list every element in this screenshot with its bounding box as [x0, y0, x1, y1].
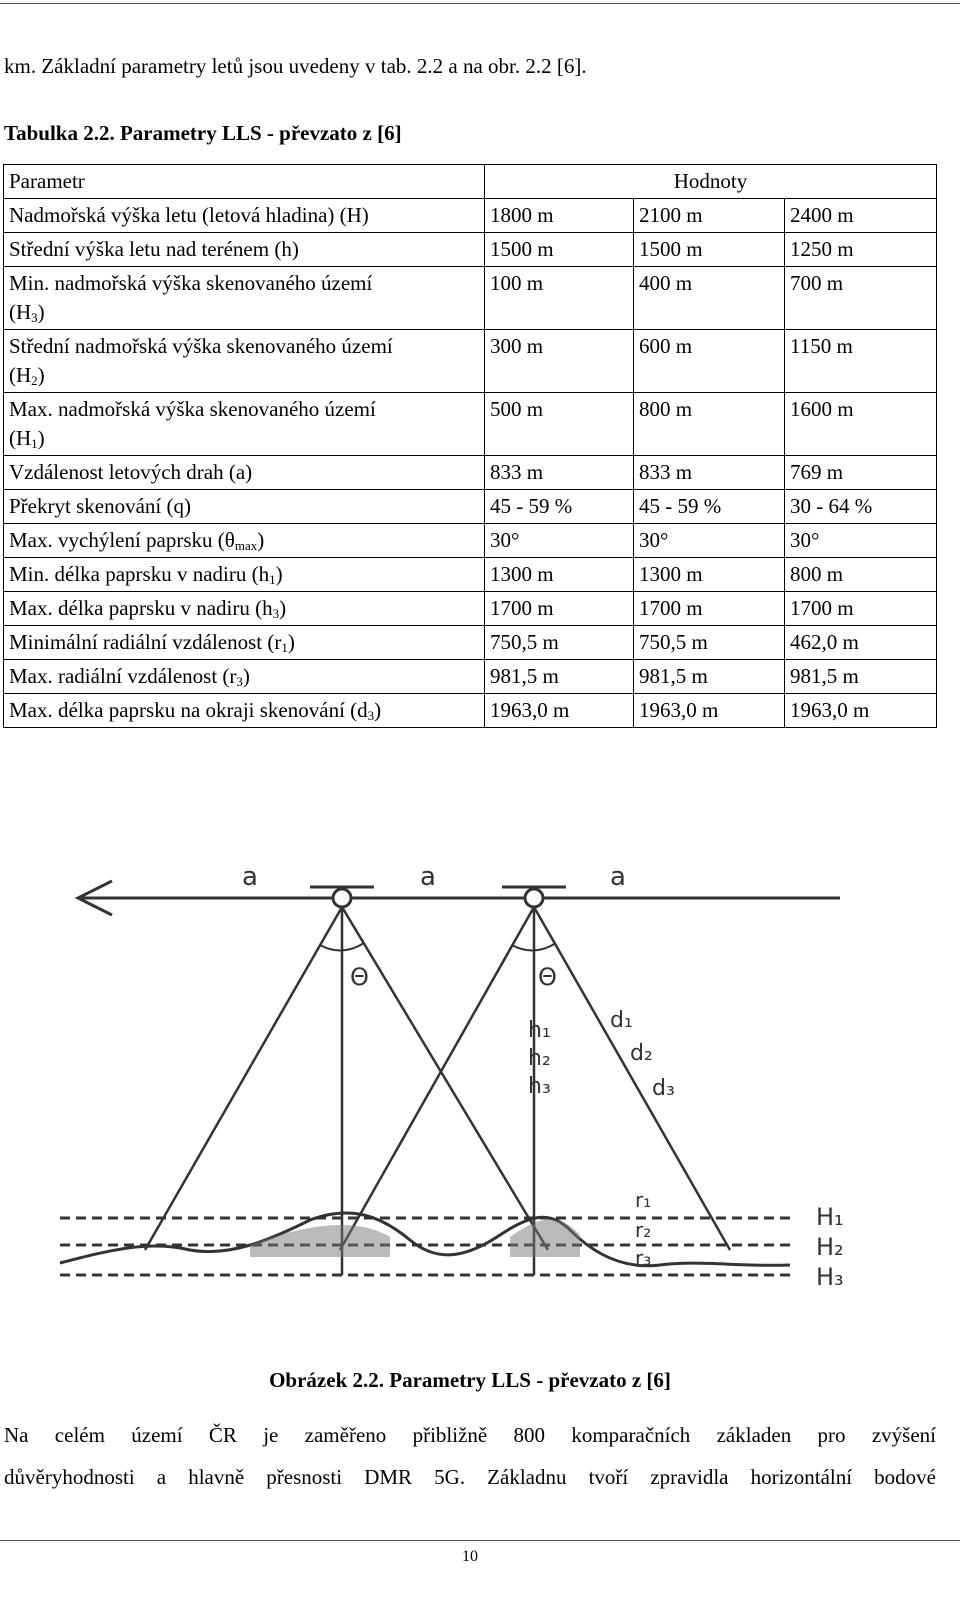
label-r2: r₂: [635, 1218, 652, 1242]
row-label-part: Minimální radiální vzdálenost (r: [9, 630, 282, 654]
row-label-part: ): [279, 596, 287, 620]
cell: 100 m: [485, 267, 634, 330]
header-param: Parametr: [4, 165, 485, 199]
row-label: Překryt skenování (q): [4, 490, 485, 524]
subscript: 2: [31, 373, 38, 388]
subscript: 3: [367, 708, 375, 723]
table-row: [4, 592, 937, 626]
cell: 1150 m: [785, 330, 937, 393]
row-label-part: (H: [9, 426, 32, 450]
row-label: [4, 660, 485, 694]
table-row: [4, 393, 937, 456]
row-label-part: Max. vychýlení paprsku (θ: [9, 528, 235, 552]
body-paragraph: [4, 1414, 936, 1498]
cell: 800 m: [634, 393, 785, 456]
row-label-line: [9, 424, 479, 453]
row-label-part: ): [257, 528, 265, 552]
label-theta: Θ: [538, 963, 557, 991]
cell: 1700 m: [634, 592, 785, 626]
label-H1: H₁: [816, 1203, 844, 1231]
table-header-row: [4, 165, 937, 199]
cell: 1500 m: [485, 233, 634, 267]
table-row: [4, 626, 937, 660]
cell: 1300 m: [485, 558, 634, 592]
row-label: [4, 524, 485, 558]
scan-ray: [534, 907, 730, 1250]
row-label: [4, 393, 485, 456]
row-label: [4, 694, 485, 728]
row-label-part: ): [37, 300, 45, 324]
cell: 462,0 m: [785, 626, 937, 660]
cell: 700 m: [785, 267, 937, 330]
cell: 400 m: [634, 267, 785, 330]
table-row: [4, 660, 937, 694]
lls-scan-diagram: [50, 845, 870, 1315]
table-row: [4, 267, 937, 330]
parameters-table: [3, 164, 937, 728]
row-label-line: [9, 361, 479, 390]
cell: 45 - 59 %: [634, 490, 785, 524]
header-values: Hodnoty: [485, 165, 937, 199]
page-number: 10: [462, 1548, 478, 1565]
row-label: [4, 330, 485, 393]
subscript: 3: [272, 606, 280, 621]
table-row: [4, 456, 937, 490]
cell: 1963,0 m: [785, 694, 937, 728]
cell: 2100 m: [634, 199, 785, 233]
cell: 981,5 m: [485, 660, 634, 694]
table-row: [4, 233, 937, 267]
table-row: [4, 490, 937, 524]
table-row: [4, 558, 937, 592]
terrain-hatching: [510, 1219, 580, 1257]
subscript: 3: [236, 674, 243, 689]
row-label-line: [9, 298, 479, 327]
cell: 2400 m: [785, 199, 937, 233]
label-H2: H₂: [816, 1233, 844, 1261]
figure-caption: Obrázek 2.2. Parametry LLS - převzato z [6]: [269, 1368, 671, 1392]
scan-ray: [145, 907, 342, 1250]
label-h2: h₂: [528, 1046, 551, 1071]
cell: 1500 m: [634, 233, 785, 267]
cell: 981,5 m: [634, 660, 785, 694]
cell: 30°: [485, 524, 634, 558]
row-label-part: (H: [9, 363, 32, 387]
cell: 45 - 59 %: [485, 490, 634, 524]
subscript: 1: [281, 640, 288, 655]
row-label-line: Střední nadmořská výška skenovaného území: [9, 334, 393, 358]
cell: 500 m: [485, 393, 634, 456]
label-d2: d₂: [630, 1041, 653, 1066]
subscript: 1: [31, 436, 38, 451]
cell: 1250 m: [785, 233, 937, 267]
label-h1: h₁: [528, 1018, 551, 1043]
terrain-hatching: [250, 1225, 390, 1257]
cell: 750,5 m: [485, 626, 634, 660]
table-row: [4, 694, 937, 728]
intro-text: km. Základní parametry letů jsou uvedeny v tab. 2.2 a na obr. 2.2 [6].: [4, 54, 587, 78]
body-line: důvěryhodnosti a hlavně přesnosti DMR 5G. Základnu tvoří zpravidla horizontální bodové: [4, 1465, 936, 1489]
label-a: a: [610, 862, 626, 892]
label-d3: d₃: [652, 1076, 675, 1101]
cell: 30°: [634, 524, 785, 558]
cell: 800 m: [785, 558, 937, 592]
cell: 833 m: [634, 456, 785, 490]
row-label-part: ): [374, 698, 382, 722]
cell: 1700 m: [485, 592, 634, 626]
label-h3: h₃: [528, 1074, 551, 1099]
row-label: Střední výška letu nad terénem (h): [4, 233, 485, 267]
terrain-profile: [60, 1213, 790, 1266]
table-row: [4, 524, 937, 558]
cell: 1963,0 m: [485, 694, 634, 728]
row-label-part: (H: [9, 300, 32, 324]
cell: 600 m: [634, 330, 785, 393]
label-H3: H₃: [816, 1263, 844, 1291]
subscript: max: [234, 538, 258, 553]
row-label-part: ): [37, 426, 45, 450]
cell: 1800 m: [485, 199, 634, 233]
row-label-part: ): [37, 363, 45, 387]
row-label-part: Min. délka paprsku v nadiru (h: [9, 562, 270, 586]
label-a: a: [242, 862, 258, 892]
row-label: [4, 267, 485, 330]
scan-ray: [340, 907, 534, 1250]
row-label-part: Max. délka paprsku v nadiru (h: [9, 596, 273, 620]
table-row: [4, 199, 937, 233]
table-row: [4, 330, 937, 393]
row-label: Nadmořská výška letu (letová hladina) (H): [4, 199, 485, 233]
table-caption: Tabulka 2.2. Parametry LLS - převzato z [6]: [4, 121, 402, 145]
label-r1: r₁: [635, 1188, 652, 1212]
cell: 300 m: [485, 330, 634, 393]
cell: 30 - 64 %: [785, 490, 937, 524]
row-label-part: ): [275, 562, 283, 586]
cell: 1963,0 m: [634, 694, 785, 728]
row-label-line: Min. nadmořská výška skenovaného území: [9, 271, 373, 295]
row-label-part: Max. radiální vzdálenost (r: [9, 664, 237, 688]
cell: 1600 m: [785, 393, 937, 456]
row-label: [4, 592, 485, 626]
body-line: Na celém území ČR je zaměřeno přibližně 800 komparačních základen pro zvýšení: [4, 1423, 936, 1447]
row-label-part: ): [242, 664, 250, 688]
label-a: a: [420, 862, 436, 892]
cell: 750,5 m: [634, 626, 785, 660]
cell: 30°: [785, 524, 937, 558]
scan-ray: [342, 907, 548, 1250]
row-label: Vzdálenost letových drah (a): [4, 456, 485, 490]
subscript: 3: [31, 310, 38, 325]
row-label: [4, 558, 485, 592]
row-label: [4, 626, 485, 660]
row-label-part: Max. délka paprsku na okraji skenování (d: [9, 698, 368, 722]
cell: 981,5 m: [785, 660, 937, 694]
cell: 1300 m: [634, 558, 785, 592]
cell: 833 m: [485, 456, 634, 490]
label-r3: r₃: [635, 1246, 652, 1270]
cell: 1700 m: [785, 592, 937, 626]
label-d1: d₁: [610, 1008, 633, 1033]
label-theta: Θ: [350, 963, 369, 991]
subscript: 1: [269, 572, 276, 587]
row-label-part: ): [287, 630, 295, 654]
row-label-line: Max. nadmořská výška skenovaného území: [9, 397, 376, 421]
top-rule: [0, 3, 960, 4]
footer-rule: [0, 1540, 960, 1541]
cell: 769 m: [785, 456, 937, 490]
